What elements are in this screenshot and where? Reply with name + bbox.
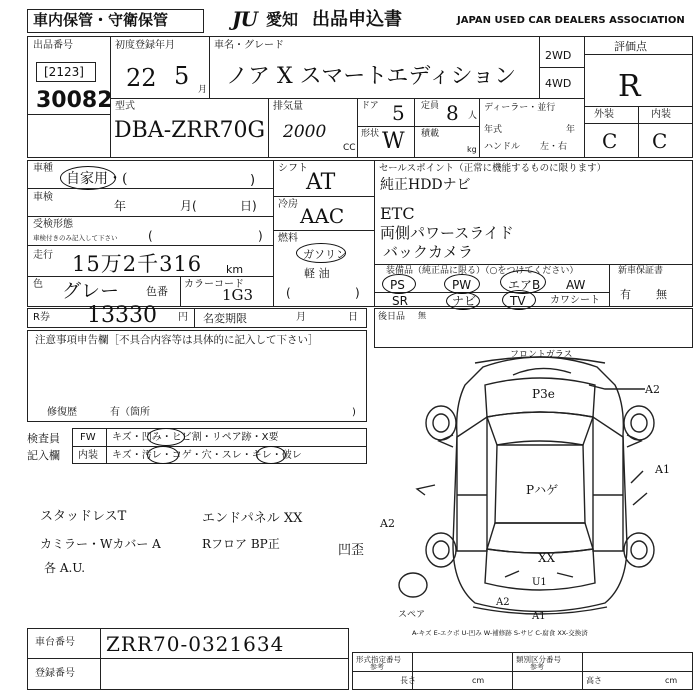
sales-point-1: 純正HDDナビ <box>380 177 471 193</box>
equip-airbag[interactable]: エアB <box>508 278 541 292</box>
shape-label: 形状 <box>361 129 380 139</box>
rear-items-value: 無 <box>418 311 426 320</box>
aircon-label: 冷房 <box>278 199 298 210</box>
diagram-spare: スペア <box>398 610 426 620</box>
diagram-left-note: A2 <box>380 517 395 530</box>
inspector-row2-head: 内装 <box>78 450 98 461</box>
diagram-bottom-a1: A1 <box>532 611 546 622</box>
wear-circle <box>256 446 286 464</box>
inspector-row1: キズ・凹み・ヒビ割・リペア跡・X要 <box>112 432 279 443</box>
association-name: JAPAN USED CAR DEALERS ASSOCIATION <box>457 15 685 26</box>
color-code-value: 1G3 <box>222 286 254 304</box>
drive-4wd: 4WD <box>545 77 572 90</box>
comment-2c: 凹歪 <box>338 543 365 558</box>
warranty-label: 新車保証書 <box>618 266 664 276</box>
category-label: 車種 <box>33 163 53 174</box>
category-close: ) <box>250 173 256 188</box>
name-change-day: 日 <box>348 312 358 323</box>
comment-3: 各 A.U. <box>44 561 86 575</box>
reg-number-label: 登録番号 <box>35 668 75 679</box>
rating-value: R <box>618 69 641 104</box>
load-label: 積載 <box>421 129 440 139</box>
load-unit: kg <box>467 145 477 154</box>
sales-point-2: ETC <box>380 204 415 223</box>
dealer-year-label: 年式 <box>484 125 503 135</box>
r-ticket-value: 13330 <box>87 303 157 328</box>
diagram-legend: A-キズ E-エクボ U-凹み W-補修跡 S-サビ C-腐食 XX-交換済 <box>412 629 588 637</box>
sales-points-label: セールスポイント（正常に機能するものに限ります） <box>379 163 607 174</box>
rating-ext-value: C <box>602 129 618 153</box>
rear-items-label: 後日品 <box>378 312 406 322</box>
warranty-yes[interactable]: 有 <box>620 288 631 301</box>
type-note: 参考 <box>370 663 384 671</box>
color-label: 色 <box>33 279 43 290</box>
warranty-no[interactable]: 無 <box>656 288 667 301</box>
name-change-label: 名変期限 <box>203 312 247 325</box>
model-label: 型式 <box>115 101 135 112</box>
registration-year: 22 <box>126 64 157 92</box>
capacity-label: 定員 <box>421 101 440 111</box>
drive-2wd: 2WD <box>545 49 572 62</box>
vehicle-name-label: 車名・グレード <box>214 40 284 51</box>
width-label: 長さ <box>400 676 416 685</box>
comment-2b: Rフロア BP正 <box>202 537 280 551</box>
inspection-label: 車検 <box>33 192 53 203</box>
equip-sr[interactable]: SR <box>392 294 408 308</box>
diagram-trunk: XX <box>538 551 556 565</box>
chassis-label: 車台番号 <box>35 637 75 648</box>
displacement-unit: CC <box>343 143 356 153</box>
equipment-label: 装備品（純正品に限る）（○をつけてください） <box>386 266 579 276</box>
inspection-year: 年 <box>114 199 127 213</box>
handle-label: ハンドル <box>484 142 521 152</box>
rating-ext-label: 外装 <box>594 109 614 120</box>
color-number-label: 色番 <box>146 285 168 298</box>
recycle-note: 車検付きのみ記入して下さい <box>33 234 118 242</box>
recycle-close: ) <box>258 229 263 243</box>
displacement-label: 排気量 <box>273 101 303 112</box>
diagram-right-note2: A1 <box>655 463 670 476</box>
comment-1b: エンドパネル XX <box>202 511 303 526</box>
doors-label: ドア <box>361 101 379 111</box>
fuel-label: 燃料 <box>278 233 298 244</box>
mileage-label: 走行 <box>33 250 53 261</box>
ju-logo: JU <box>232 7 257 31</box>
inspector-label-2: 記入欄 <box>27 449 60 462</box>
fuel-close: ) <box>355 286 360 300</box>
shift-label: シフト <box>278 163 308 174</box>
doors-value: 5 <box>392 101 405 125</box>
class-label: 類別区分番号 <box>516 655 561 664</box>
name-change-month: 月 <box>296 312 306 323</box>
comment-1a: スタッドレスT <box>40 509 127 524</box>
color-code-label: カラーコード <box>184 279 244 290</box>
repair-value: 有（箇所 <box>110 407 150 418</box>
width-unit: cm <box>472 676 485 685</box>
aichi-label: 愛知 <box>266 10 299 29</box>
lot-number: 30082 <box>36 88 113 113</box>
chassis-value: ZRR70-0321634 <box>106 632 285 656</box>
registration-month-unit: 月 <box>198 85 208 95</box>
sales-point-4: バックカメラ <box>383 243 474 261</box>
r-ticket-box <box>27 308 367 328</box>
registration-month: 5 <box>174 62 190 90</box>
lot-label: 出品番号 <box>33 40 73 51</box>
dent-circle <box>147 428 185 446</box>
inspection-day: 日) <box>240 199 257 213</box>
mileage-value: 15万2千316 <box>72 252 203 276</box>
recycle-open: ( <box>148 229 153 243</box>
diagram-hood: P3e <box>532 387 555 401</box>
repair-label: 修復歴 <box>47 407 77 418</box>
storage-label: 車内保管・守衛保管 <box>33 11 169 29</box>
fuel-open: ( <box>286 286 291 300</box>
class-note: 参考 <box>530 663 544 671</box>
dealer-year-unit: 年 <box>566 125 576 135</box>
capacity-value: 8 <box>446 101 459 125</box>
r-ticket-label: R券 <box>33 312 50 323</box>
equip-navi[interactable]: ナビ <box>452 294 477 308</box>
displacement-value: 2000 <box>283 122 327 142</box>
mileage-unit: km <box>226 263 244 276</box>
category-value: 自家用・( <box>66 171 128 187</box>
dealer-label: ディーラー・並行 <box>484 103 556 113</box>
inspector-label-1: 検査員 <box>27 432 60 445</box>
sales-point-3: 両側パワースライド <box>380 224 514 242</box>
diagram-roof: Pハゲ <box>526 483 559 497</box>
shift-value: AT <box>306 170 336 195</box>
repair-close: ) <box>352 407 356 418</box>
rating-int-value: C <box>652 129 668 153</box>
shape-value: W <box>382 129 405 154</box>
ps-circle <box>382 274 416 294</box>
model-value: DBA-ZRR70G <box>114 118 266 143</box>
equip-aw[interactable]: AW <box>566 278 586 292</box>
equip-seat[interactable]: カワシート <box>550 295 600 306</box>
tv-circle <box>502 290 536 310</box>
category-circle <box>60 166 116 190</box>
rating-label: 評価点 <box>614 40 647 53</box>
r-ticket-unit: 円 <box>178 312 188 323</box>
diagram-right-note1: A2 <box>645 383 660 396</box>
fuel-gasoline-circle <box>296 243 346 263</box>
type-label: 形式指定番号 <box>356 655 401 664</box>
pw-circle <box>444 274 480 294</box>
dirt-circle <box>147 446 179 464</box>
inspector-row1-head: FW <box>80 432 96 443</box>
vehicle-name-value: ノア X スマートエディション <box>226 64 517 89</box>
capacity-unit: 人 <box>468 111 478 121</box>
inspector-row2: キズ・汚レ・コゲ・穴・スレ・キレ・破レ <box>112 450 302 461</box>
height-label: 高さ <box>586 676 602 685</box>
height-unit: cm <box>665 676 678 685</box>
handle-options: 左・右 <box>540 142 568 152</box>
comment-2a: カミラー・Wカバー A <box>40 537 161 551</box>
notes-label: 注意事項申告欄［不具合内容等は具体的に記入して下さい］ <box>35 334 319 346</box>
lot-sub-number: [2123] <box>44 65 84 79</box>
inspection-month: 月( <box>180 199 197 213</box>
recycle-label: 受検形態 <box>33 219 73 230</box>
equip-tv[interactable]: TV <box>510 294 526 308</box>
diagram-front-note: フロントガラス <box>510 350 573 360</box>
fuel-gasoline: ガソリン <box>303 248 347 261</box>
aircon-value: AAC <box>300 204 345 228</box>
equip-pw[interactable]: PW <box>452 278 472 292</box>
rating-int-label: 内装 <box>651 109 671 120</box>
registration-label: 初度登録年月 <box>115 40 175 51</box>
diagram-u1: U1 <box>532 577 547 588</box>
form-title: 出品申込書 <box>312 9 402 30</box>
equip-ps[interactable]: PS <box>390 278 405 292</box>
color-value: グレー <box>62 280 120 302</box>
fuel-diesel: 軽 油 <box>304 267 330 280</box>
diagram-bottom-a2: A2 <box>496 597 510 608</box>
